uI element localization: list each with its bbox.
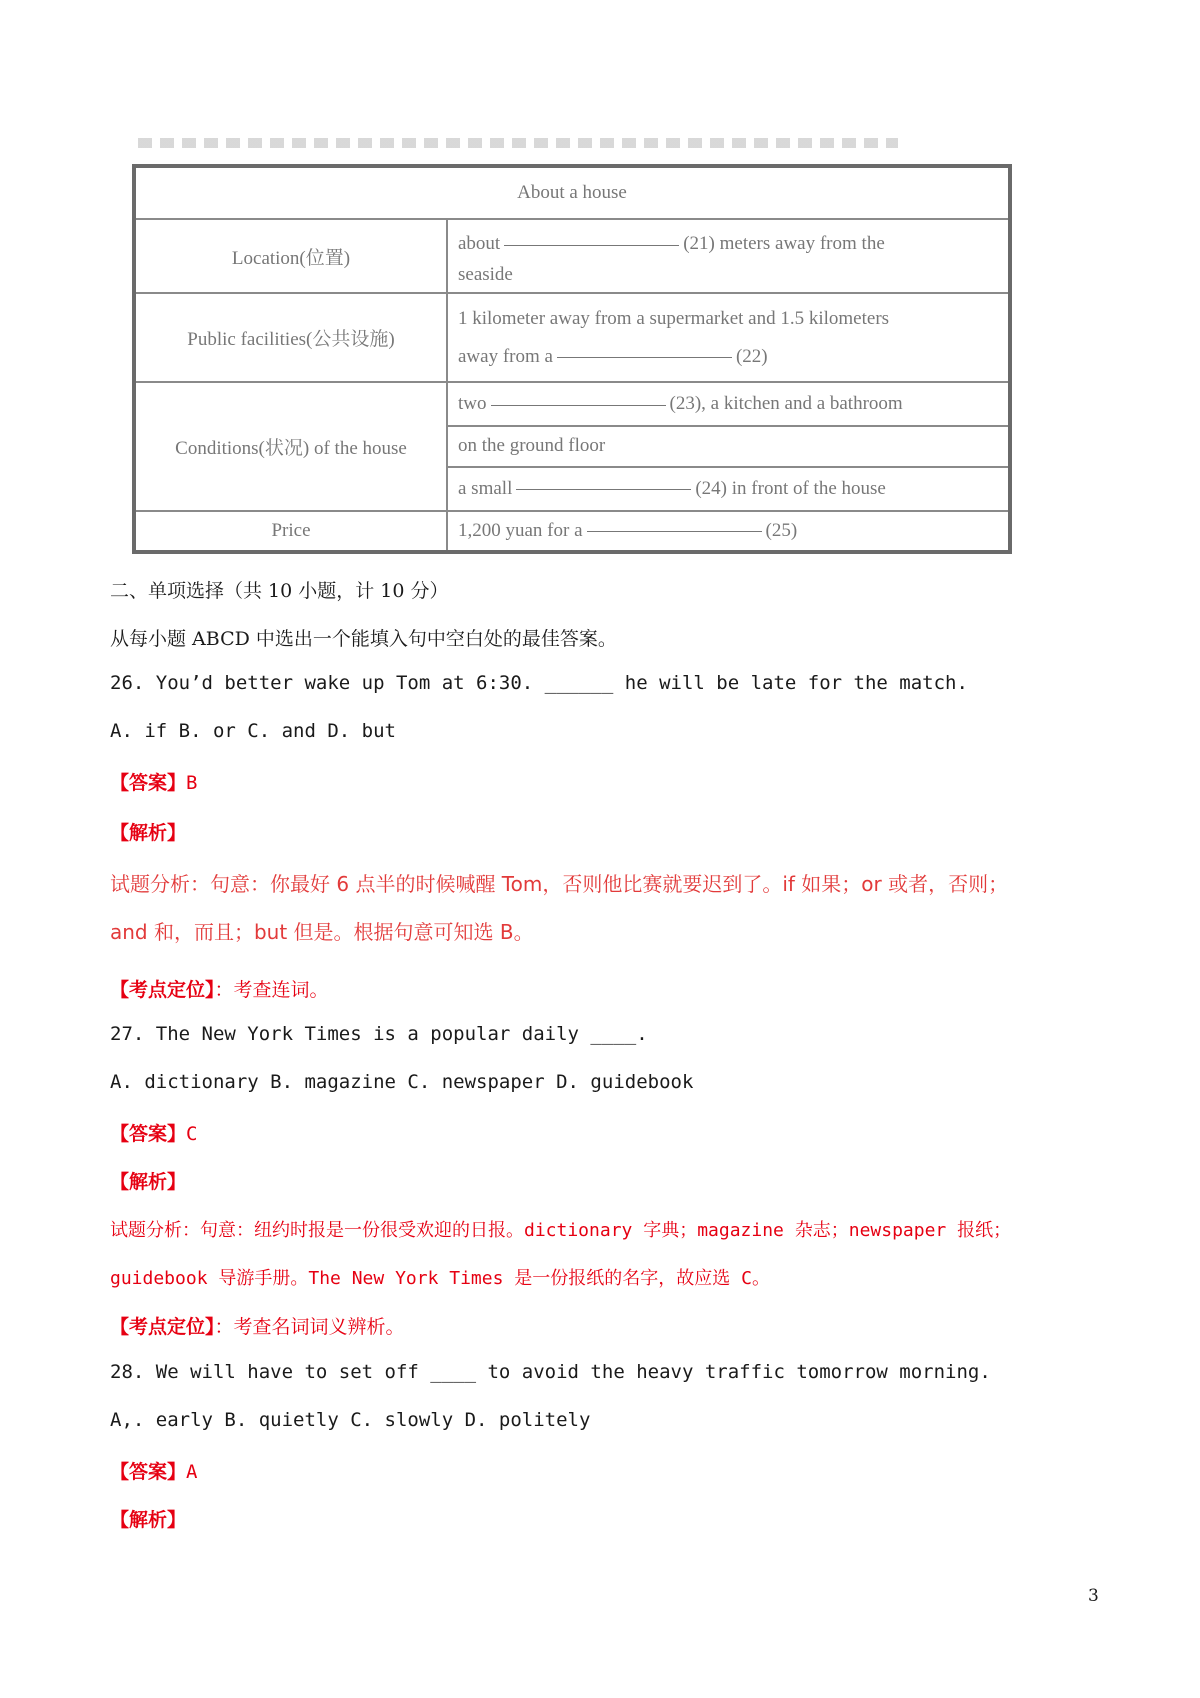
q26-answer: 【答案】B [110, 772, 198, 794]
q26-options: A. if B. or C. and D. but [110, 720, 396, 742]
row-value-conditions-2: on the ground floor [447, 426, 1010, 467]
q28-answer: 【答案】A [110, 1461, 198, 1483]
q27-answer: 【答案】C [110, 1123, 198, 1145]
q27-point: 【考点定位】：考查名词词义辨析。 [110, 1316, 405, 1338]
section-title: 二、单项选择（共 10 小题，计 10 分） [110, 580, 449, 602]
row-value-location: about (21) meters away from the seaside [447, 219, 1010, 294]
row-label-location: Location(位置) [134, 219, 447, 294]
table-title: About a house [134, 166, 1010, 219]
house-info-table [132, 164, 1012, 554]
row-label-facilities: Public facilities(公共设施) [134, 293, 447, 382]
blank-22 [557, 356, 732, 358]
scanned-table-image [118, 138, 1026, 560]
q26-stem: 26. You’d better wake up Tom at 6:30. ______ he will be late for the match. [110, 672, 968, 694]
q27-analysis-line-1: 试题分析：句意：纽约时报是一份很受欢迎的日报。dictionary 字典；magazine 杂志；newspaper 报纸； [110, 1220, 1012, 1241]
row-value-price: 1,200 yuan for a (25) [447, 511, 1010, 552]
q26-analysis-label: 【解析】 [110, 822, 187, 844]
q27-stem: 27. The New York Times is a popular daily ____. [110, 1023, 648, 1045]
row-label-conditions: Conditions(状况) of the house [134, 382, 447, 510]
scan-cropped-text-line [138, 138, 898, 148]
row-value-conditions-1: two (23), a kitchen and a bathroom [447, 382, 1010, 425]
q26-point: 【考点定位】：考查连词。 [110, 979, 329, 1001]
blank-24 [516, 488, 691, 490]
page-number: 3 [1088, 1586, 1099, 1606]
q27-options: A. dictionary B. magazine C. newspaper D. guidebook [110, 1071, 694, 1093]
q28-analysis-label: 【解析】 [110, 1509, 187, 1531]
row-label-price: Price [134, 511, 447, 552]
q27-analysis-line-2: guidebook 导游手册。The New York Times 是一份报纸的名字，故应选 C。 [110, 1268, 770, 1289]
row-value-facilities: 1 kilometer away from a supermarket and 1.5 kilometers away from a (22) [447, 293, 1010, 382]
row-value-conditions-3: a small (24) in front of the house [447, 467, 1010, 510]
blank-21 [504, 244, 679, 246]
q27-analysis-label: 【解析】 [110, 1171, 187, 1193]
q28-stem: 28. We will have to set off ____ to avoid the heavy traffic tomorrow morning. [110, 1361, 991, 1383]
q26-analysis-line-1: 试题分析：句意：你最好 6 点半的时候喊醒 Tom，否则他比赛就要迟到了。if 如果；or 或者，否则； [110, 872, 1009, 896]
q26-analysis-line-2: and 和，而且；but 但是。根据句意可知选 B。 [110, 920, 534, 944]
instruction: 从每小题 ABCD 中选出一个能填入句中空白处的最佳答案。 [110, 628, 617, 650]
blank-25 [587, 530, 762, 532]
q28-options: A,. early B. quietly C. slowly D. politely [110, 1409, 591, 1431]
blank-23 [491, 404, 666, 406]
